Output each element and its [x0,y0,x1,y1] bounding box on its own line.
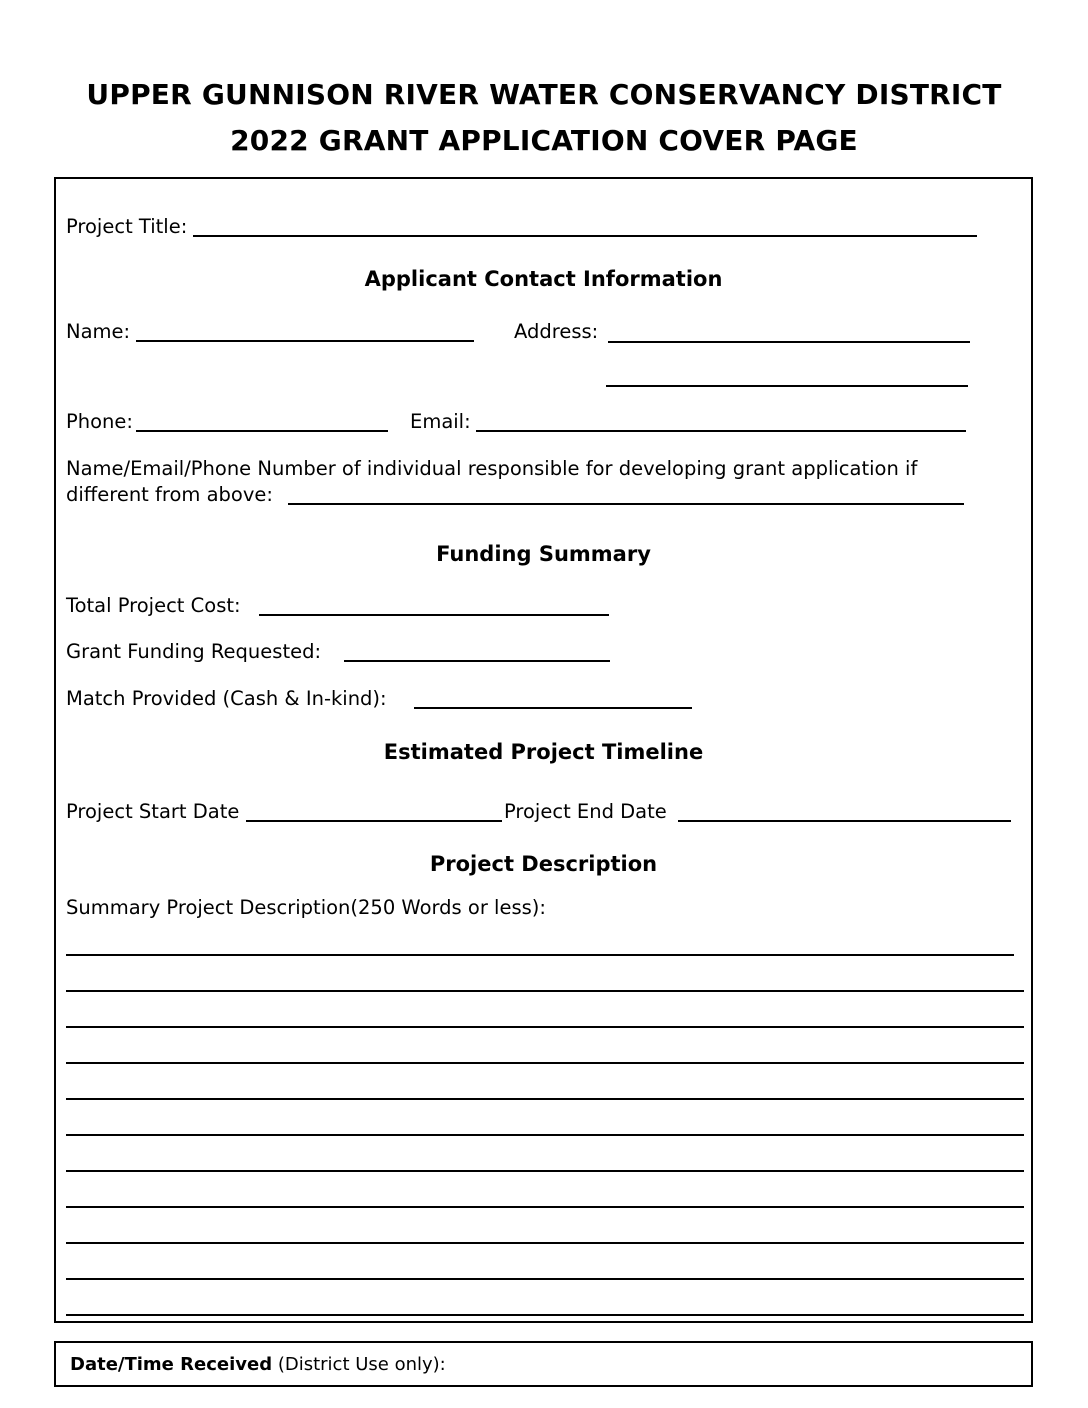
summary-description-label: Summary Project Description(250 Words or less): [66,896,546,919]
timeline-section-heading: Estimated Project Timeline [383,740,704,764]
email-field[interactable] [476,430,966,432]
date-time-received-label [70,1354,446,1375]
description-section-heading: Project Description [429,852,658,876]
grant-funding-requested-field[interactable] [344,660,610,662]
description-line [66,990,1024,992]
name-label: Name: [66,320,131,343]
project-start-date-label: Project Start Date [66,800,240,823]
description-line [66,1098,1024,1100]
address-field-line-2[interactable] [606,385,968,387]
grant-funding-requested-label: Grant Funding Requested: [66,640,322,663]
funding-section-heading: Funding Summary [436,542,651,566]
description-line [66,1026,1024,1028]
description-line [66,1314,1024,1316]
project-start-date-field[interactable] [246,820,502,822]
applicant-section-heading: Applicant Contact Information [364,267,723,291]
total-project-cost-field[interactable] [259,614,609,616]
application-form [54,177,1033,1323]
phone-label: Phone: [66,410,133,433]
project-title-field[interactable] [193,235,977,237]
address-label: Address: [514,320,599,343]
district-use-note: (District Use only): [272,1354,446,1375]
project-title-label: Project Title: [66,215,188,238]
document-title: UPPER GUNNISON RIVER WATER CONSERVANCY DISTRICT [86,78,1002,111]
district-use-box [54,1341,1033,1387]
description-line [66,1278,1024,1280]
name-field[interactable] [136,340,474,342]
date-time-received-bold: Date/Time Received [70,1354,273,1375]
email-label: Email: [410,410,471,433]
description-line [66,1170,1024,1172]
responsible-contact-field[interactable] [288,503,964,505]
total-project-cost-label: Total Project Cost: [66,594,241,617]
description-line [66,1134,1024,1136]
document-subtitle: 2022 GRANT APPLICATION COVER PAGE [230,124,858,157]
match-provided-label: Match Provided (Cash & In-kind): [66,687,387,710]
address-field-line-1[interactable] [608,341,970,343]
project-end-date-label: Project End Date [504,800,667,823]
project-end-date-field[interactable] [678,820,1011,822]
description-line [66,1242,1024,1244]
responsible-label: Name/Email/Phone Number of individual responsible for developing grant application if [66,457,918,480]
match-provided-field[interactable] [414,707,692,709]
description-line [66,1206,1024,1208]
responsible-label-continued: different from above: [66,483,273,506]
phone-field[interactable] [136,430,388,432]
description-line [66,1062,1024,1064]
description-line [66,954,1014,956]
